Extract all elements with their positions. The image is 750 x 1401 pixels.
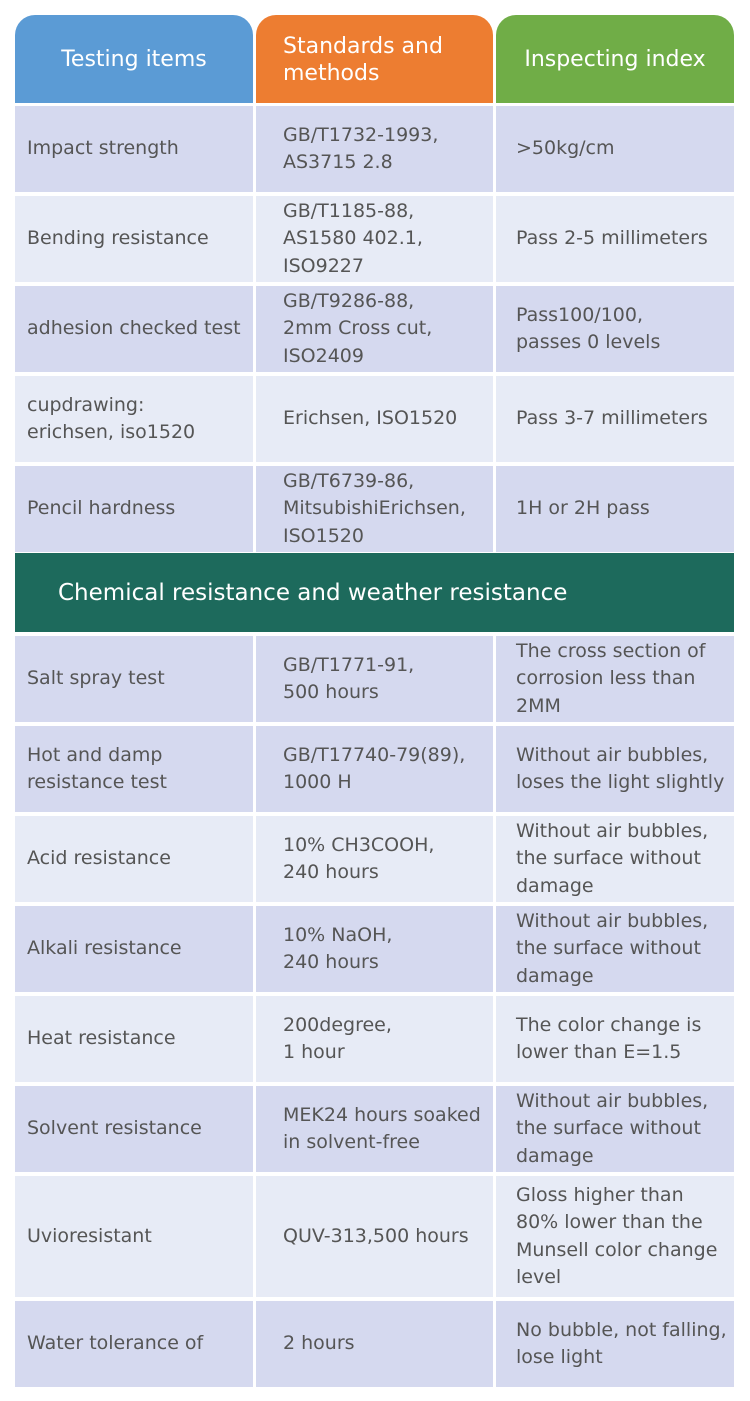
table-cell: Acid resistance <box>15 816 253 902</box>
header-inspecting-index <box>496 15 734 103</box>
table-cell: No bubble, not falling, lose light <box>496 1301 734 1387</box>
table-cell: Erichsen, ISO1520 <box>256 376 493 462</box>
table-cell: GB/T1185-88, AS1580 402.1, ISO9227 <box>256 196 493 282</box>
header-standards-methods <box>256 15 493 103</box>
table-cell: Bending resistance <box>15 196 253 282</box>
table-cell: 2 hours <box>256 1301 493 1387</box>
header-testing-items <box>15 15 253 103</box>
table-cell: Gloss higher than 80% lower than the Munsell color change level <box>496 1176 734 1297</box>
table-cell: cupdrawing: erichsen, iso1520 <box>15 376 253 462</box>
table-cell: Solvent resistance <box>15 1086 253 1172</box>
table-cell: Without air bubbles, loses the light slightly <box>496 726 734 812</box>
table-cell: GB/T1771-91, 500 hours <box>256 636 493 722</box>
table-cell: Salt spray test <box>15 636 253 722</box>
header-label: Standards and methods <box>283 34 443 86</box>
table-cell: adhesion checked test <box>15 286 253 372</box>
table-cell: Impact strength <box>15 106 253 192</box>
table-cell: Without air bubbles, the surface without damage <box>496 816 734 902</box>
table-cell: Water tolerance of <box>15 1301 253 1387</box>
table-cell: Pass100/100, passes 0 levels <box>496 286 734 372</box>
table-cell: Pass 3-7 millimeters <box>496 376 734 462</box>
table-cell: Pass 2-5 millimeters <box>496 196 734 282</box>
section-title: Chemical resistance and weather resistance <box>15 553 734 632</box>
table-cell: Alkali resistance <box>15 906 253 992</box>
table-cell: MEK24 hours soaked in solvent-free <box>256 1086 493 1172</box>
table-cell: Uvioresistant <box>15 1176 253 1297</box>
table-cell: GB/T1732-1993, AS3715 2.8 <box>256 106 493 192</box>
table-cell: Hot and damp resistance test <box>15 726 253 812</box>
table-cell: 1H or 2H pass <box>496 466 734 552</box>
table-cell: Heat resistance <box>15 996 253 1082</box>
table-cell: The cross section of corrosion less than 2MM <box>496 636 734 722</box>
table-cell: The color change is lower than E=1.5 <box>496 996 734 1082</box>
table-cell: 10% CH3COOH, 240 hours <box>256 816 493 902</box>
table-cell: >50kg/cm <box>496 106 734 192</box>
table-cell: 10% NaOH, 240 hours <box>256 906 493 992</box>
table-cell: QUV-313,500 hours <box>256 1176 493 1297</box>
header-label: Inspecting index <box>524 46 706 72</box>
table-cell: 200degree, 1 hour <box>256 996 493 1082</box>
table-cell: Pencil hardness <box>15 466 253 552</box>
header-label: Testing items <box>61 46 207 72</box>
table-cell: GB/T9286-88, 2mm Cross cut, ISO2409 <box>256 286 493 372</box>
table-cell: Without air bubbles, the surface without damage <box>496 1086 734 1172</box>
table-cell: Without air bubbles, the surface without damage <box>496 906 734 992</box>
table-cell: GB/T6739-86, MitsubishiErichsen, ISO1520 <box>256 466 493 552</box>
table-cell: GB/T17740-79(89), 1000 H <box>256 726 493 812</box>
